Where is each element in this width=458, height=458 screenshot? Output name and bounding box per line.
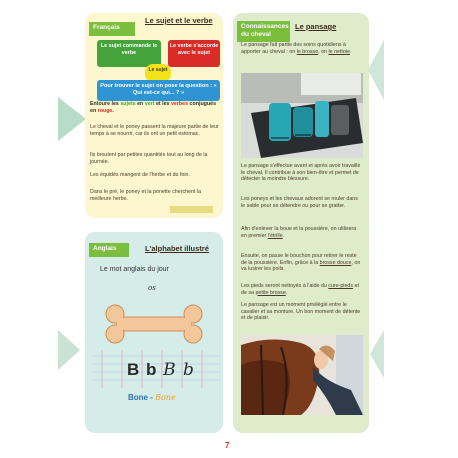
anglais-title: L'alphabet illustré: [145, 244, 209, 253]
rule-subject-box: Le sujet commande le verbe: [97, 40, 161, 67]
francais-title: Le sujet et le verbe: [145, 16, 213, 25]
exercise-sentence: Ils broutent par petites quantités tout au long de la journée.: [90, 152, 208, 165]
word-of-day-label: Le mot anglais du jour: [100, 266, 169, 273]
cheval-paragraph: Le pansage est un moment privilégié entre le cavalier et sa monture. Un bon moment de détente et de plaisir.: [241, 302, 361, 322]
cheval-paragraph: Afin d'enlever la boue et la poussière, on utilisera en premier l'étrille.: [241, 226, 357, 239]
decor-triangle: [58, 330, 80, 370]
francais-tag: Français: [89, 22, 135, 36]
instruction-text: Entoure les sujets en vert et les verbes conjugués en rouge.: [90, 101, 217, 114]
question-box: Pour trouver le sujet on pose la question : « Qui est-ce qui... ? »: [97, 80, 220, 101]
rule-verb-box: Le verbe s'accorde avec le sujet: [168, 40, 220, 67]
exercise-sentence: Le cheval et le poney passent la majeure partie de leur temps à se nourrir, car ils ont un petit estomac.: [90, 124, 219, 137]
grooming-kit-photo: [241, 73, 363, 158]
exercise-sentence: Dans le pré, le poney et la ponette cherchent la meilleure herbe.: [90, 189, 202, 202]
anglais-tag: Anglais: [89, 243, 129, 257]
exercise-sentence: Les équidés mangent de l'herbe et du foin.: [90, 172, 190, 178]
decor-triangle: [368, 40, 384, 100]
english-word: Bone - Bone: [128, 393, 176, 402]
cheval-paragraph: Les pieds seront nettoyés à l'aide du cure-pieds et de sa petite brosse.: [241, 283, 359, 296]
decor-bar: [170, 206, 213, 213]
cheval-paragraph: Le pansage fait partie des soins quotidiens à apporter au cheval : on le brosse, on le nettoie.: [241, 42, 352, 55]
bone-icon: [103, 303, 205, 345]
alphabet-letters: B b B b: [127, 360, 195, 380]
cheval-tag: Connaissances du cheval: [237, 21, 290, 42]
horse-grooming-photo: [241, 335, 363, 415]
cheval-paragraph: Les poneys et les chevaux adorent se rouler dans le sable pour se détendre ou pour se gratter.: [241, 196, 358, 209]
cheval-title: Le pansage: [295, 22, 337, 31]
cursive-word: os: [148, 284, 156, 292]
page-number: 7: [225, 441, 230, 450]
subject-badge: Le sujet: [145, 64, 171, 82]
decor-triangle: [58, 97, 86, 141]
cheval-paragraph: Le pansage s'effectue avant et après avoir travaillé le cheval. Il contribue à son bien-être et permet de détecter la moindre blessure.: [241, 163, 361, 183]
decor-triangle: [370, 330, 384, 378]
cheval-paragraph: Ensuite, on passe le bouchon pour retirer le reste de la poussière. Enfin, grâce à la brosse douce, on va lustrer les poils.: [241, 253, 361, 273]
